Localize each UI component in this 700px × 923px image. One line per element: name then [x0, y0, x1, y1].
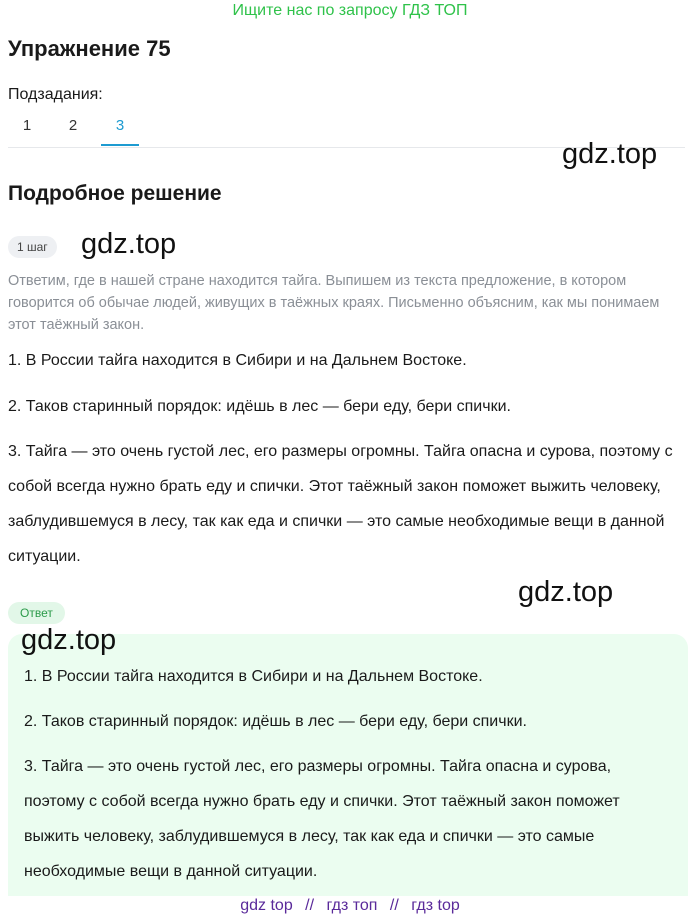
hint-text: Ответим, где в нашей стране находится тайга. Выпишем из текста предложение, в котором говорится об обычае людей, живущих в таёжных краях. Письменно объясним, как мы понимаем этот таёжный закон.	[8, 273, 660, 333]
solution-paragraph-2: 2. Таков старинный порядок: идёшь в лес — бери еду, бери спички.	[8, 398, 511, 415]
solution-paragraph-3: 3. Тайга — это очень густой лес, его размеры огромны. Тайга опасна и сурова, поэтому с собой всегда нужно брать еду и спички. Этот таёжный закон поможет выжить человеку, заблудившемуся в лесу, так как еда и спички — это самые необходимые вещи в данной ситуации.	[8, 443, 673, 565]
watermark: gdz.top	[562, 138, 658, 170]
section-title: Подробное решение	[8, 182, 222, 205]
tab-subtask-2[interactable]: 2	[68, 117, 78, 134]
watermark: gdz.top	[518, 576, 614, 608]
watermark: gdz.top	[21, 624, 117, 656]
page-title: Упражнение 75	[8, 36, 171, 61]
footer-link-1[interactable]: gdz top	[240, 897, 293, 914]
footer-link-3[interactable]: гдз top	[411, 897, 460, 914]
answer-paragraph-2: 2. Таков старинный порядок: идёшь в лес — бери еду, бери спички.	[24, 713, 527, 730]
footer-links	[0, 897, 700, 915]
footer-separator: //	[389, 897, 399, 914]
watermark: gdz.top	[81, 228, 177, 260]
footer-link-2[interactable]: гдз топ	[326, 897, 378, 914]
step-badge: 1 шаг	[8, 236, 57, 258]
answer-paragraph-3: 3. Тайга — это очень густой лес, его размеры огромны. Тайга опасна и сурова, поэтому с собой всегда нужно брать еду и спички. Этот таёжный закон поможет выжить человеку, заблудившемуся в лесу, так как еда и спички — это самые необходимые вещи в данной ситуации.	[24, 758, 620, 880]
solution-paragraph-1: 1. В России тайга находится в Сибири и на Дальнем Востоке.	[8, 352, 467, 369]
subtasks-label: Подзадания:	[8, 86, 103, 103]
footer-separator: //	[305, 897, 315, 914]
top-banner[interactable]: Ищите нас по запросу ГДЗ ТОП	[232, 2, 468, 19]
tab-subtask-3[interactable]: 3	[101, 108, 139, 146]
answer-badge: Ответ	[8, 602, 65, 624]
answer-paragraph-1: 1. В России тайга находится в Сибири и на Дальнем Востоке.	[24, 668, 483, 685]
tab-subtask-1[interactable]: 1	[22, 117, 32, 134]
